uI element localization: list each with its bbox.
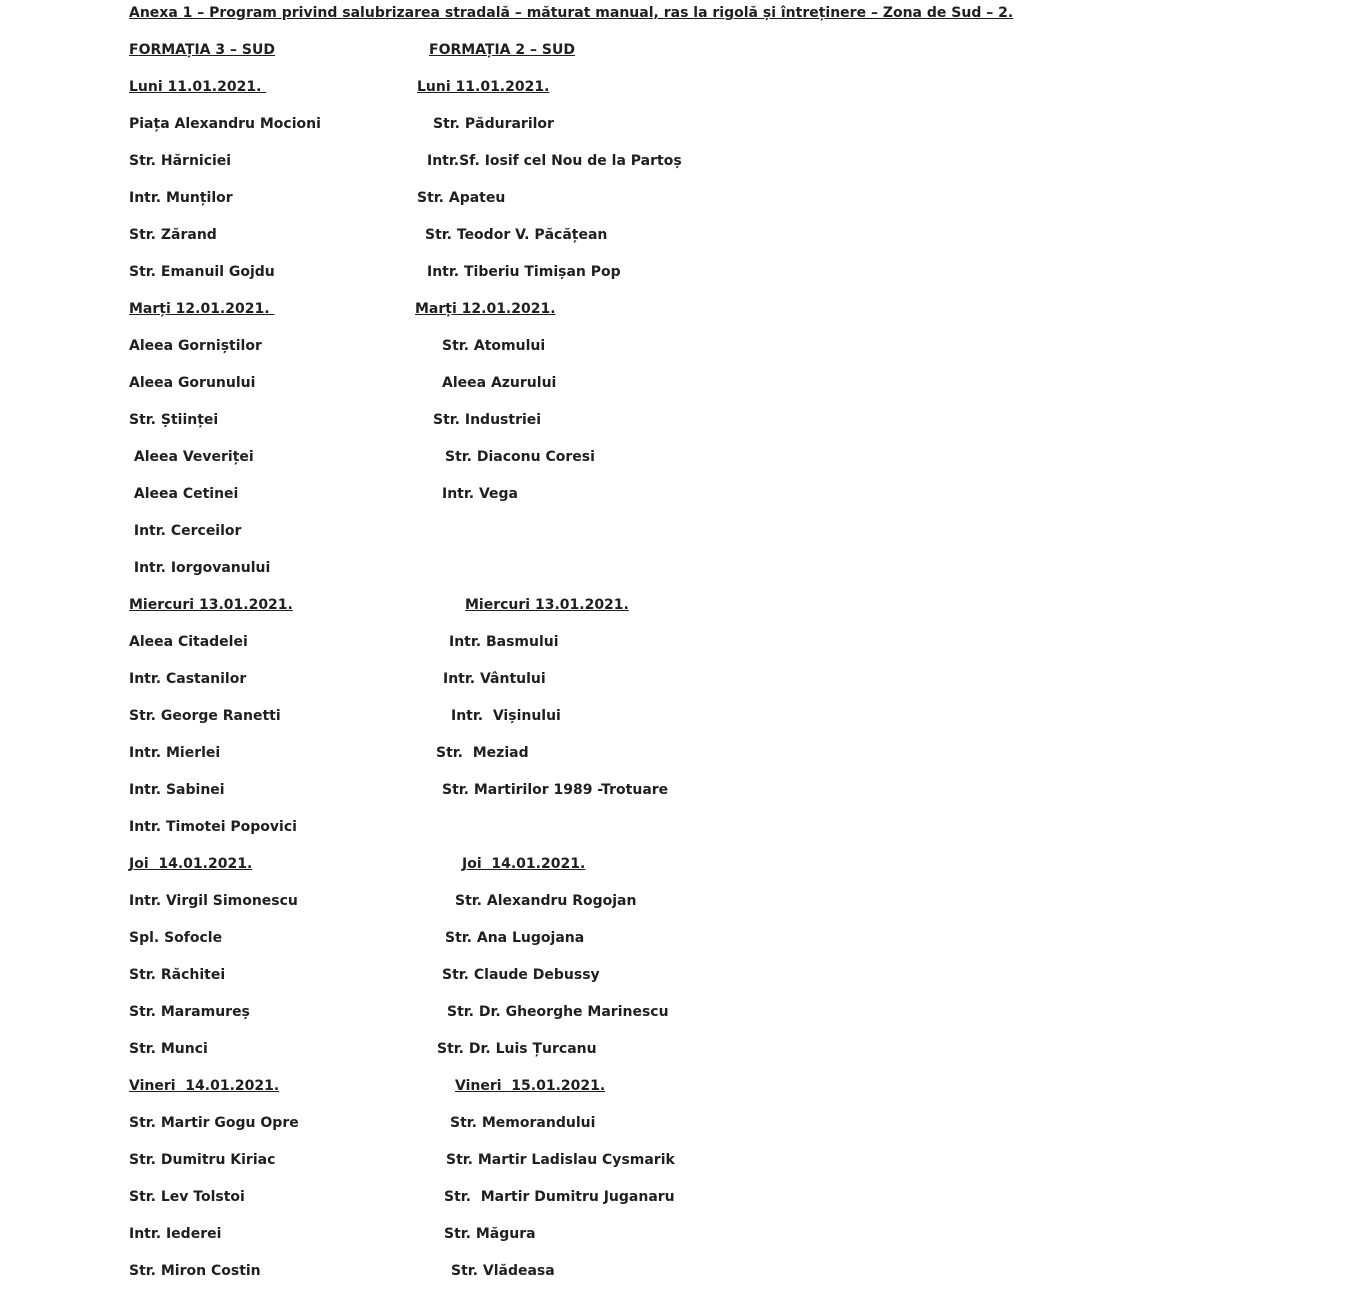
left-column-street: Intr. Timotei Popovici bbox=[129, 819, 297, 835]
left-column-street: Aleea Veveriței bbox=[129, 449, 254, 465]
left-column-street: Str. Zărand bbox=[129, 227, 217, 243]
right-column-street: Intr. Vișinului bbox=[451, 708, 561, 724]
right-column-street: Str. Dr. Gheorghe Marinescu bbox=[447, 1004, 669, 1020]
left-column-street: Piața Alexandru Mocioni bbox=[129, 116, 321, 132]
left-column-street: Intr. Castanilor bbox=[129, 671, 247, 687]
right-column-street: Str. Alexandru Rogojan bbox=[455, 893, 637, 909]
right-column-street: Str. Diaconu Coresi bbox=[445, 449, 595, 465]
left-column-street: Str. Lev Tolstoi bbox=[129, 1189, 245, 1205]
left-column-street: Intr. Virgil Simonescu bbox=[129, 893, 298, 909]
right-column-street: Str. Martirilor 1989 -Trotuare bbox=[442, 782, 669, 798]
left-column-heading: FORMAȚIA 3 – SUD bbox=[129, 42, 275, 58]
left-column-street: Aleea Citadelei bbox=[129, 634, 248, 650]
left-column-street: Spl. Sofocle bbox=[129, 930, 223, 946]
left-column-street: Aleea Gorunului bbox=[129, 375, 256, 391]
right-column-street: Str. Martir Dumitru Juganaru bbox=[444, 1189, 675, 1205]
left-column-street: Aleea Gorniștilor bbox=[129, 338, 262, 354]
right-column-street: Str. Teodor V. Păcățean bbox=[425, 227, 608, 243]
day-heading-row bbox=[0, 594, 1368, 616]
street-row bbox=[0, 557, 1368, 579]
left-column-street: Str. Emanuil Gojdu bbox=[129, 264, 275, 280]
right-column-heading: FORMAȚIA 2 – SUD bbox=[429, 42, 575, 58]
right-column-street: Str. Martir Ladislau Cysmarik bbox=[446, 1152, 675, 1168]
left-column-heading: Marți 12.01.2021. bbox=[129, 301, 275, 317]
street-row bbox=[0, 446, 1368, 468]
street-row bbox=[0, 631, 1368, 653]
street-row bbox=[0, 964, 1368, 986]
street-row bbox=[0, 1223, 1368, 1245]
street-row bbox=[0, 187, 1368, 209]
left-column-street: Str. Maramureș bbox=[129, 1004, 250, 1020]
right-column-street: Str. Meziad bbox=[436, 745, 529, 761]
right-column-heading: Marți 12.01.2021. bbox=[415, 301, 556, 317]
right-column-street: Intr. Tiberiu Timișan Pop bbox=[427, 264, 621, 280]
right-column-street: Str. Apateu bbox=[417, 190, 506, 206]
right-column-heading: Luni 11.01.2021. bbox=[417, 79, 550, 95]
left-column-street: Str. Miron Costin bbox=[129, 1263, 261, 1279]
street-row bbox=[0, 1001, 1368, 1023]
right-column-street: Str. Măgura bbox=[444, 1226, 536, 1242]
left-column-street: Intr. Cerceilor bbox=[129, 523, 242, 539]
street-row bbox=[0, 705, 1368, 727]
right-column-street: Str. Industriei bbox=[433, 412, 542, 428]
left-column-heading: Luni 11.01.2021. bbox=[129, 79, 267, 95]
day-heading-row bbox=[0, 39, 1368, 61]
right-column-heading: Joi 14.01.2021. bbox=[462, 856, 586, 872]
right-column-street: Str. Claude Debussy bbox=[442, 967, 600, 983]
street-row bbox=[0, 816, 1368, 838]
street-row bbox=[0, 372, 1368, 394]
street-row bbox=[0, 1260, 1368, 1282]
street-row bbox=[0, 1112, 1368, 1134]
left-column-street: Str. Științei bbox=[129, 412, 219, 428]
street-row bbox=[0, 261, 1368, 283]
street-row bbox=[0, 1149, 1368, 1171]
left-column-street: Str. Dumitru Kiriac bbox=[129, 1152, 276, 1168]
street-row bbox=[0, 224, 1368, 246]
right-column-street: Str. Atomului bbox=[442, 338, 546, 354]
street-row bbox=[0, 335, 1368, 357]
day-heading-row bbox=[0, 853, 1368, 875]
street-row bbox=[0, 1038, 1368, 1060]
street-row bbox=[0, 520, 1368, 542]
right-column-street: Intr.Sf. Iosif cel Nou de la Partoș bbox=[427, 153, 682, 169]
day-heading-row bbox=[0, 298, 1368, 320]
right-column-street: Aleea Azurului bbox=[442, 375, 557, 391]
right-column-street: Intr. Vântului bbox=[443, 671, 546, 687]
left-column-street: Intr. Sabinei bbox=[129, 782, 225, 798]
left-column-street: Str. Munci bbox=[129, 1041, 208, 1057]
day-heading-row bbox=[0, 76, 1368, 98]
right-column-street: Intr. Basmului bbox=[449, 634, 559, 650]
right-column-heading: Vineri 15.01.2021. bbox=[455, 1078, 606, 1094]
day-heading-row bbox=[0, 1075, 1368, 1097]
document-title: Anexa 1 – Program privind salubrizarea stradală – măturat manual, ras la rigolă și întreținere – Zona de Sud – 2. bbox=[129, 5, 1014, 21]
right-column-street: Str. Ana Lugojana bbox=[445, 930, 585, 946]
right-column-street: Str. Memorandului bbox=[450, 1115, 596, 1131]
street-row bbox=[0, 483, 1368, 505]
left-column-street: Str. George Ranetti bbox=[129, 708, 281, 724]
left-column-heading: Vineri 14.01.2021. bbox=[129, 1078, 280, 1094]
left-column-street: Intr. Iederei bbox=[129, 1226, 222, 1242]
left-column-street: Str. Răchitei bbox=[129, 967, 226, 983]
street-row bbox=[0, 150, 1368, 172]
street-row bbox=[0, 1186, 1368, 1208]
street-row bbox=[0, 742, 1368, 764]
left-column-heading: Joi 14.01.2021. bbox=[129, 856, 253, 872]
left-column-street: Str. Hărniciei bbox=[129, 153, 232, 169]
left-column-street: Intr. Munților bbox=[129, 190, 233, 206]
left-column-heading: Miercuri 13.01.2021. bbox=[129, 597, 293, 613]
street-row bbox=[0, 409, 1368, 431]
right-column-street: Intr. Vega bbox=[442, 486, 519, 502]
right-column-street: Str. Dr. Luis Țurcanu bbox=[437, 1041, 597, 1057]
street-row bbox=[0, 113, 1368, 135]
right-column-street: Str. Vlădeasa bbox=[451, 1263, 555, 1279]
left-column-street: Str. Martir Gogu Opre bbox=[129, 1115, 299, 1131]
right-column-heading: Miercuri 13.01.2021. bbox=[465, 597, 629, 613]
left-column-street: Aleea Cetinei bbox=[129, 486, 239, 502]
street-row bbox=[0, 927, 1368, 949]
right-column-street: Str. Pădurarilor bbox=[433, 116, 554, 132]
left-column-street: Intr. Mierlei bbox=[129, 745, 221, 761]
street-row bbox=[0, 779, 1368, 801]
street-row bbox=[0, 668, 1368, 690]
street-row bbox=[0, 890, 1368, 912]
left-column-street: Intr. Iorgovanului bbox=[129, 560, 271, 576]
